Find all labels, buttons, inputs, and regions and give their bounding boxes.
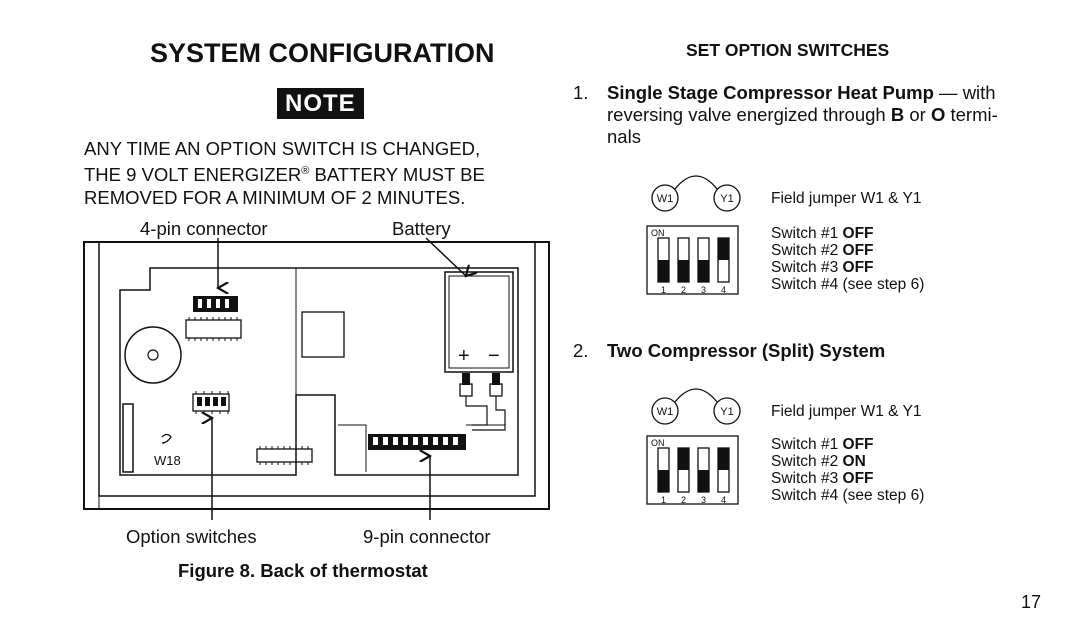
warning-line-2a: THE 9 VOLT ENERGIZER [84,164,302,186]
y1-label: Y1 [720,193,734,205]
page-title: SYSTEM CONFIGURATION [150,38,495,68]
buzzer-circle [125,327,181,383]
label-9pin-connector: 9-pin connector [363,526,491,547]
step-1-text [607,82,1027,148]
battery-minus: − [488,345,500,367]
step-1-title: Single Stage Compressor Heat Pump [607,82,934,103]
y1-label: Y1 [720,406,734,418]
dip-number-4: 4 [720,495,727,505]
step-1-switch-list [771,225,924,293]
dip-number-4: 4 [720,285,727,295]
dip-toggle-3 [698,470,709,492]
w1-label: W1 [656,406,674,418]
registered-mark: ® [301,165,310,177]
dip-number-2: 2 [680,495,687,505]
terminal-o: O [930,104,946,125]
dip-toggle-4 [718,238,729,260]
step-1-line3: nals [607,126,641,147]
step-1-switch-4: Switch #4 (see step 6) [771,276,925,293]
thermostat-back-diagram [0,0,560,560]
step-1-line2-end: termi- [945,104,998,125]
label-option-switches: Option switches [126,526,257,547]
9pin-connector [368,434,466,450]
dip-on-label: ON [651,228,665,238]
step-1-number: 1. [573,82,589,103]
step-1-switch-diagram [640,168,760,298]
figure-caption: Figure 8. Back of thermostat [178,560,428,581]
step-1-switch-1: Switch #1 OFF [771,225,874,242]
w1-label: W1 [656,193,674,205]
step-2 [573,340,1033,364]
dip-toggle-2 [678,448,689,470]
step-1-or: or [904,104,931,125]
step-2-switch-diagram [640,383,760,513]
step-1-switch-3: Switch #3 OFF [771,259,874,276]
step-1-line2: reversing valve energized through [607,104,891,125]
section-heading: SET OPTION SWITCHES [686,40,890,60]
step-2-title: Two Compressor (Split) System [607,340,886,361]
step-2-switch-1: Switch #1 OFF [771,436,874,453]
dip-toggle-4 [718,448,729,470]
jumper-wire [675,176,717,189]
warning-line-1: ANY TIME AN OPTION SWITCH IS CHANGED, [84,138,481,159]
note-badge: NOTE [277,88,364,119]
dip-number-1: 1 [660,285,667,295]
step-2-number: 2. [573,340,589,361]
step-1 [573,82,1033,152]
option-switch-block [193,391,229,414]
dip-on-label: ON [651,438,665,448]
label-battery: Battery [392,218,451,239]
battery [445,272,513,430]
4pin-connector [193,296,238,312]
step-2-jumper-text: Field jumper W1 & Y1 [771,403,922,420]
dip-toggle-3 [698,260,709,282]
warning-line-3: REMOVED FOR A MINIMUM OF 2 MINUTES. [84,187,466,209]
jumper-wire [675,389,717,402]
step-1-line1-rest: — with [933,82,996,103]
step-1-jumper-text: Field jumper W1 & Y1 [771,190,922,207]
terminal-b: B [890,104,905,125]
step-2-switch-4: Switch #4 (see step 6) [771,487,925,504]
warning-line-2b: BATTERY MUST BE [309,164,485,186]
housing-outer [84,242,549,509]
dip-number-1: 1 [660,495,667,505]
dip-number-3: 3 [700,495,707,505]
step-2-switch-2: Switch #2 ON [771,453,866,470]
dip-number-2: 2 [680,285,687,295]
dip-toggle-1 [658,470,669,492]
step-1-switch-2: Switch #2 OFF [771,242,874,259]
battery-plus: + [458,345,470,367]
label-4pin-connector: 4-pin connector [140,218,268,239]
step-2-switch-3: Switch #3 OFF [771,470,874,487]
dip-number-3: 3 [700,285,707,295]
w18-label: W18 [154,453,181,468]
dip-toggle-1 [658,260,669,282]
page-number: 17 [1021,592,1042,612]
step-2-switch-list [771,436,924,504]
dip-toggle-2 [678,260,689,282]
